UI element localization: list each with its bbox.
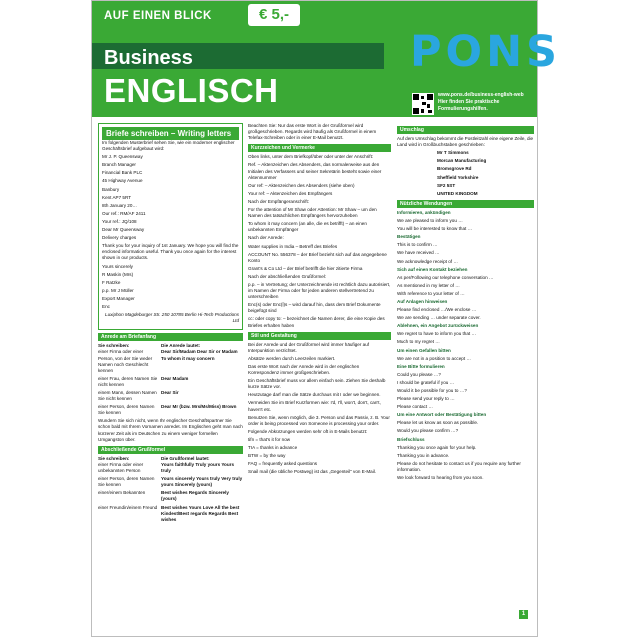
phrase-line: Please find enclosed …/We enclose … — [397, 307, 477, 313]
envelope-line: Bromsgrove Rd — [437, 166, 472, 172]
abbr-line: Enc(s) oder Enc(l)s – wird darauf hin, dass dem Brief Dokumente beigefügt sind — [248, 302, 381, 314]
abbr-line: Oben links, unter dem Briefkopf/über oder unter der Anschrift: — [248, 154, 374, 160]
phrase-line: Bestätigen — [397, 234, 421, 240]
letter-line: F Ratzke — [102, 279, 121, 285]
style-line: Folgende Abkürzungen werden sehr oft in E-Mails benutzt: — [248, 428, 368, 434]
phrase-line: Briefschluss — [397, 436, 425, 442]
abbr-line: Nach der Empfängeranschrift: — [248, 198, 310, 204]
phrase-line: As per/Following our telephone conversation … — [397, 274, 494, 280]
letter-line: R Maskin (Mrs) — [102, 271, 134, 277]
anrede-row: einer Person, deren Namen Sie kennen Dear Mr (bzw. Mrs/Ms/Miss) Brown — [98, 404, 237, 416]
style-list — [248, 342, 391, 476]
letter-line: Your ref.: JQ/108 — [102, 218, 137, 224]
phrase-line: As mentioned in my letter of … — [397, 282, 460, 288]
envelope-heading: Umschlag — [397, 126, 534, 134]
letter-line: Mr J. P. Queensway — [102, 154, 143, 160]
gruss-table — [98, 456, 243, 523]
letter-line: Thank you for your inquiry of 1st January. We hope you will find the enclosed information useful. Thank you once again for the interest shown in our products. — [102, 243, 239, 261]
letter-intro: Im folgenden Musterbrief sehen Sie, wie ein moderner englischer Geschäftsbrief aufgebaut wird: — [102, 140, 235, 152]
envelope-line: Sheffield Yorkshire — [437, 174, 479, 180]
style-heading: Stil und Gestaltung — [248, 332, 391, 340]
phrase-line: Please send your reply to … — [397, 396, 455, 402]
anrede-table — [98, 343, 243, 416]
letter-line: Enc — [102, 303, 110, 309]
column-letters — [98, 123, 243, 603]
phrase-line: We have received … — [397, 250, 440, 256]
letter-line: p.p. Mr J Müller — [102, 287, 134, 293]
gruss-heading: Abschließende Grußformel — [98, 446, 243, 454]
phrase-line: Would it be possible for you to …? — [397, 388, 467, 393]
gruss-row: einer Firma oder einer unbekannten Person Yours faithfully Truly yours Yours truly — [98, 461, 235, 474]
anrede-row: einer Firma oder einer Person, von der Sie weder Namen noch Geschlecht kennen Dear Sir/Madam Dear Sir or Madam To whom it may concern — [98, 349, 238, 373]
letter-line: Yours sincerely — [102, 263, 133, 269]
phrase-line: With reference to your letter of … — [397, 290, 465, 296]
phrase-line: We are sending … under separate cover. — [397, 315, 481, 321]
abbr-line: ACCOUNT No. 556378 – der Brief bezieht sich auf das angegebene Konto — [248, 251, 387, 263]
envelope-intro: Auf dem Umschlag bekommt die Postleitzahl eine eigene Zeile, die Land wird in Großbuchstaben geschrieben: — [397, 136, 534, 148]
letter-line: Delivery charges — [102, 235, 137, 241]
phrase-line: Um einen Gefallen bitten — [397, 347, 451, 353]
phrase-line: Please contact … — [397, 404, 434, 410]
title-englisch: ENGLISCH — [104, 72, 279, 109]
gruss-row: einer Person, deren Namen Sie kennen Yours sincerely Yours truly Very truly yours Sincerely (yours) — [98, 476, 243, 488]
abbr-line: p.p. – in Vertretung; der Unterzeichnende ist rechtlich dazu autorisiert, im Namen der Firma oder für jeden anderen stellvertretend zu unterschreiben — [248, 281, 391, 300]
gruss-header: Sie schreiben: Die Grußformel lautet: — [98, 455, 210, 461]
style-line: Bei der Anrede und der Grußformel wird immer häufiger auf Interpunktion verzichtet. — [248, 341, 370, 353]
letter-line: 45 Highway Avenue — [102, 178, 143, 184]
style-line: Absätze werden durch Leerzeilen markiert. — [248, 355, 336, 361]
phrase-line: Please let us know as soon as possible. — [397, 420, 479, 426]
letter-line: Banbury — [102, 186, 120, 192]
phrase-line: Auf Anlagen hinweisen — [397, 298, 448, 304]
letter-line: Dear Mr Queensway — [102, 227, 145, 233]
anrede-row: einem Mann, dessen Namen Sie nicht kennen Dear Sir — [98, 390, 179, 402]
abbr-line: cc: oder copy to: – bezeichnet die Namen derer, die eine Kopie des Briefes erhalten haben — [248, 316, 385, 328]
abbr-line: To whom it may concern (an alle, die es betrifft) – an einen unbekannten Empfänger — [248, 221, 367, 233]
price-badge: € 5,- — [248, 4, 300, 26]
phrase-line: We are pleased to inform you … — [397, 218, 463, 224]
letter-box — [98, 123, 243, 330]
phrase-line: We are not in a position to accept … — [397, 355, 471, 361]
phrase-line: This is to confirm … — [397, 242, 438, 248]
abbr-heading: Kurzzeichen und Vermerke — [248, 144, 391, 152]
phrase-line: Um eine Antwort oder Bestätigung bitten — [397, 412, 487, 418]
style-line: Ein Geschäftsbrief muss vor allem einfach sein. Ziehen Sie deshalb kurze Sätze vor. — [248, 378, 386, 390]
style-line: FAQ = frequently asked questions — [248, 461, 318, 467]
gruss-row: einer Freundin/einem Freund Best wishes Yours Love All the best Kindest/Best regards Regards Best wishes — [98, 504, 240, 522]
qr-code-icon — [412, 93, 434, 115]
abbr-line: Grant's & Co Ltd – der Brief betrifft die hier zitierte Firma — [248, 265, 363, 271]
phrase-line: Thanking you in advance. — [397, 452, 450, 458]
letter-line: Our ref.: RM/AF 2411 — [102, 210, 146, 216]
phrase-line: Informieren, ankündigen — [397, 209, 451, 215]
phrase-line: Eine Bitte formulieren — [397, 363, 445, 369]
abbr-line: Nach der Anrede: — [248, 235, 284, 241]
column-notes — [248, 123, 391, 623]
phrase-line: You will be interested to know that … — [397, 226, 473, 232]
regards-intro: Beachten Sie: Nur das erste Wort in der Grußformel wird großgeschrieben. Regards wird häufig als Grußformel in einem Telefax-Schreiben oder in einer E-Mail benutzt. — [248, 123, 377, 141]
abbr-list — [248, 154, 391, 328]
abbr-line: Your ref: – Aktenzeichen des Empfängers — [248, 190, 333, 196]
phrase-line: I should be grateful if you … — [397, 379, 455, 385]
series-tag: AUF EINEN BLICK — [104, 10, 212, 22]
style-line: Vermeiden Sie im Brief Kurzformen wie: I'd, I'll, won't, don't, can't, haven't etc. — [248, 400, 381, 412]
abbr-line: Nach der abschließenden Grußformel: — [248, 273, 327, 279]
phrase-line: We look forward to hearing from you soon. — [397, 475, 484, 481]
style-line: TIA = thanks in advance — [248, 445, 298, 451]
phrase-line: Thanking you once again for your help. — [397, 444, 477, 450]
letter-line: Branch Manager — [102, 162, 136, 168]
phrase-line: We regret to have to inform you that … — [397, 331, 477, 337]
page-number: 1 — [519, 610, 528, 619]
style-line: Das erste Wort nach der Anrede wird in der englischen Korrespondenz immer großgeschrieben. — [248, 364, 360, 376]
letter-line: 8th January 20… — [102, 202, 137, 208]
anrede-heading: Anrede am Briefanfang — [98, 333, 243, 341]
phrase-line: Please do not hesitate to contact us if you require any further information. — [397, 460, 521, 472]
letter-line: Export Manager — [102, 295, 135, 301]
envelope-line: Morcan Manufacturing — [437, 158, 487, 164]
phrase-line: Sich auf einen Kontakt beziehen — [397, 266, 468, 272]
style-line: BTW = by the way — [248, 453, 286, 459]
column-phrases — [397, 123, 534, 623]
envelope-address — [397, 150, 534, 197]
style-line: tifn = that's it for now — [248, 436, 291, 442]
pons-logo: PONS — [410, 27, 562, 77]
style-line: Benutzen Sie, wenn möglich, die 3. Person und das Passiv, z. B. Your order is being processed von Someone is processing your order. — [248, 414, 390, 426]
abbr-line: Water supplies in India – Betreff des Briefes — [248, 243, 338, 249]
phrase-line: Would you please confirm …? — [397, 428, 459, 434]
phrase-line: Ablehnen, ein Angebot zurückweisen — [397, 323, 479, 329]
style-line: Heutzutage darf man die Sätze durchaus mit I oder we beginnen. — [248, 392, 381, 398]
letter-line: Kent AP7 5RT — [102, 194, 132, 200]
sender-address: Luxiphon Magdeburger Str. 250 10785 Berlin Hi-Tech Productions Ltd — [105, 312, 239, 324]
phrase-line: Much to my regret … — [397, 339, 440, 345]
reference-card — [91, 0, 562, 637]
letter-line: Financial Bank PLC — [102, 170, 143, 176]
qr-caption: www.pons.de/business-english-web Hier finden Sie praktische Formulierungshilfen. — [438, 92, 524, 112]
anrede-row: einer Frau, deren Namen Sie nicht kennen Dear Madam — [98, 375, 189, 387]
gruss-row: einer/einem Bekannten Best wishes Regards Sincerely (yours) — [98, 490, 229, 502]
letter-box-title: Briefe schreiben – Writing letters — [102, 127, 239, 140]
abbr-line: Ref. – Aktenzeichen des Absenders, das normalerweise aus den Initialen des Verfassers und seiner Sekretärin besteht sowie einer Aktennummer — [248, 162, 382, 180]
envelope-line: Mr T Simmons — [437, 150, 469, 156]
phrases-heading: Nützliche Wendungen — [397, 200, 534, 208]
header — [92, 1, 562, 117]
style-line: Snail mail (die übliche Postweg) ist das „Gegenteil" von E-Mail. — [248, 469, 377, 475]
envelope-line: UNITED KINGDOM — [437, 190, 478, 196]
title-business: Business — [104, 47, 193, 69]
phrase-line: Could you please …? — [397, 371, 441, 377]
phrase-line: We acknowledge receipt of … — [397, 258, 458, 264]
envelope-line: SF2 5ST — [437, 182, 456, 188]
phrases-list — [397, 210, 534, 481]
abbr-line: Our ref: – Aktenzeichen des Absenders (siehe oben) — [248, 182, 355, 188]
sample-letter — [102, 154, 239, 310]
anrede-header: Sie schreiben: Die Anrede lautet: — [98, 343, 201, 349]
anrede-note: Wundern Sie sich nicht, wenn Ihr englischer Geschäftspartner Sie schon bald mit Ihrem Vornamen anredet. Im Englischen geht man nach kürzerer Zeit als im Deutschen zu einem weniger formellen Umgangston über. — [98, 418, 243, 442]
abbr-line: For the attention of Mr Shaw oder Attention: Mr Shaw – um den Namen des tatsächlichen Empfängers hervorzuheben — [248, 207, 377, 219]
